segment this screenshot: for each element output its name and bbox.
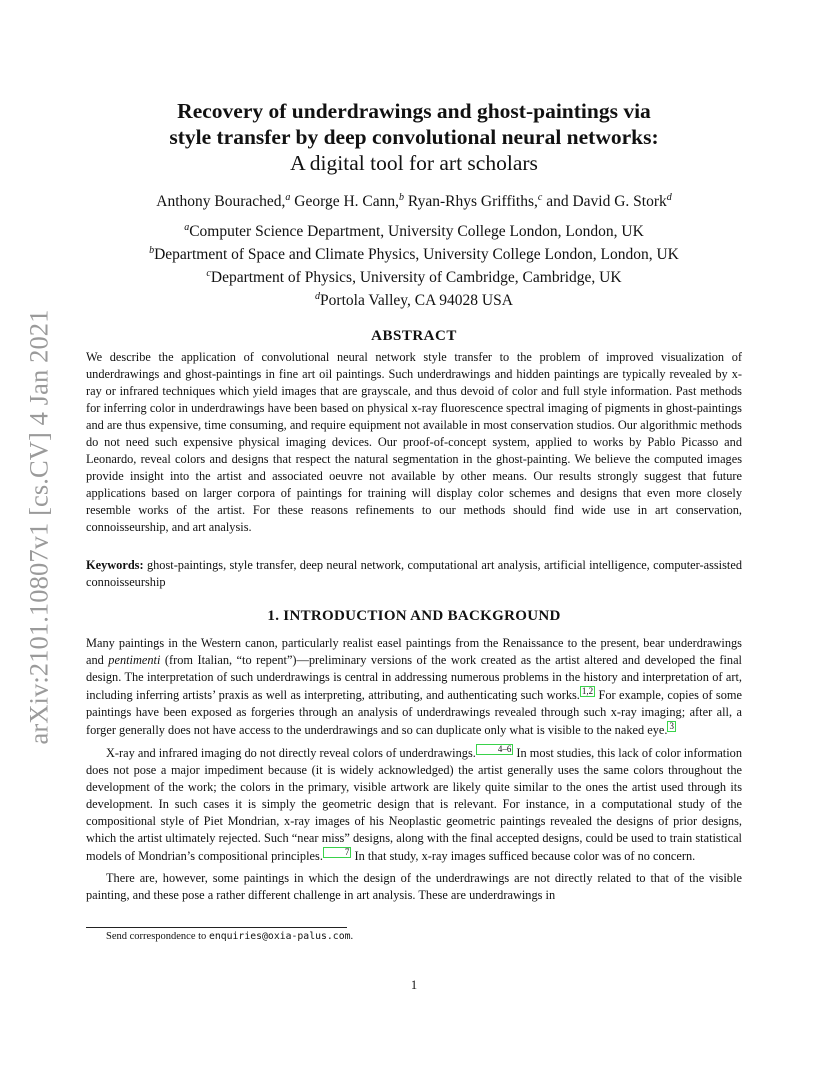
affiliation-text: Portola Valley, CA 94028 USA — [320, 292, 513, 309]
affiliation-mark: a — [184, 222, 190, 233]
emphasis: pentimenti — [108, 653, 161, 668]
section-heading: 1. INTRODUCTION AND BACKGROUND — [267, 608, 561, 624]
author-name: Ryan-Rhys Griffiths, — [404, 193, 538, 210]
affiliation-mark: c — [206, 268, 211, 279]
citation-link[interactable]: 4–6 — [476, 744, 514, 755]
affiliation-text: Computer Science Department, University College London, London, UK — [189, 223, 644, 240]
author-name: George H. Cann, — [290, 193, 400, 210]
text-run: (from Italian, “to repent”)—preliminary versions of the work created as the artist altered and developed the final design. The interpretation of such underdrawings is central in addressing numerous problems in the history and interpretation of art, including inferring artists’ praxis as well as interpreting, attributing, and authenticating such works. — [86, 653, 742, 703]
affiliation — [86, 289, 742, 312]
citation-link[interactable]: 3 — [669, 721, 674, 732]
affiliation-mark: d — [315, 291, 321, 302]
citation-link[interactable]: 1,2 — [581, 686, 594, 697]
arxiv-identifier: arXiv:2101.10807v1 [cs.CV] 4 Jan 2021 — [23, 309, 54, 745]
text-run: For example, copies of some paintings have been exposed as forgeries through an analysis of underdrawings revealed through such x-ray imaging; after all, a forger generally does not have access to the underdrawings and so can duplicate only what is visible to the naked eye. — [86, 688, 742, 738]
abstract-text: We describe the application of convolutional neural network style transfer to the problem of improved visualization of underdrawings and ghost-paintings in fine art oil paintings. Such underdrawings and hidden paintings are typically revealed by x-ray or infrared techniques which yield images that are grayscale, and thus devoid of color and full style information. Past methods for inferring color in underdrawings have been based on physical x-ray fluorescence spectral imaging of pigments in ghost-paintings and are thus expensive, time consuming, and require equipment not available in most conservation studios. Our algorithmic methods do not need such expensive physical imaging devices. Our proof-of-concept system, applied to works by Pablo Picasso and Leonardo, reveal colors and designs that respect the natural segmentation in the ghost-painting. We believe the computed images provide insight into the artist and associated oeuvre not available by other means. Our results strongly suggest that future applications based on larger corpora of paintings for training will display color schemes and designs that even more closely resemble works of the artist. For these reasons refinements to our methods should find wide use in art conservation, connoisseurship, and art analysis. — [86, 350, 742, 535]
abstract-heading: ABSTRACT — [371, 328, 457, 344]
author-list — [86, 193, 742, 211]
author-name: Anthony Bourached, — [156, 193, 286, 210]
footnote — [106, 931, 353, 942]
citation-link[interactable]: 7 — [323, 847, 352, 858]
title-line-1: Recovery of underdrawings and ghost-paintings via — [177, 99, 651, 123]
affiliations — [86, 220, 742, 312]
paragraph: There are, however, some paintings in which the design of the underdrawings are not directly related to that of the visible painting, and these pose a rather different challenge in art analysis. These are underdrawings in — [86, 870, 742, 902]
title-line-2: style transfer by deep convolutional neural networks: — [169, 125, 659, 149]
title-line-3: A digital tool for art scholars — [290, 151, 538, 175]
author-affil-mark: c — [537, 192, 543, 203]
footnote-text: . — [350, 931, 354, 942]
page-number: 1 — [410, 978, 418, 992]
author-affil-mark: b — [399, 192, 405, 203]
text-run: In most studies, this lack of color information does not pose a major impediment because (it is widely acknowledged) the artist generally uses the same colors throughout the development of the work; the colors in the primary, visible artwork are likely quite similar to the ones the artist used through its development. In such cases it is simply the geometric design that is relevant. For instance, in a computational study of the compositional style of Piet Mondrian, x-ray images of his Neoplastic geometric paintings revealed the designs of prior designs, which the artist ultimately rejected. Such “near miss” designs, along with the final accepted designs, could be used to train statistical models of Mondrian’s compositional principles. — [86, 745, 743, 864]
keywords-label: Keywords: — [86, 558, 144, 572]
text-run: X-ray and infrared imaging do not directly reveal colors of underdrawings. — [106, 745, 476, 760]
affiliation — [86, 243, 742, 266]
paragraph — [86, 744, 742, 865]
footnote-rule — [86, 927, 347, 928]
affiliation — [86, 220, 742, 243]
affiliation-text: Department of Physics, University of Cambridge, Cambridge, UK — [210, 269, 622, 286]
affiliation — [86, 266, 742, 289]
text-run: Many paintings in the Western canon, particularly realist easel paintings from the Renaissance to the present, bear underdrawings and — [86, 636, 742, 668]
author-name: and David G. Stork — [542, 193, 667, 210]
arxiv-identifier-sidebar — [22, 297, 56, 757]
introduction-body — [86, 635, 742, 904]
keywords — [86, 557, 742, 591]
author-affil-mark: a — [285, 192, 291, 203]
paper-title — [86, 98, 742, 176]
author-affil-mark: d — [666, 192, 672, 203]
paragraph — [86, 635, 742, 739]
correspondence-email[interactable]: enquiries@oxia-palus.com — [208, 931, 351, 942]
affiliation-mark: b — [149, 245, 155, 256]
text-run: In that study, x-ray images sufficed because color was of no concern. — [351, 849, 696, 864]
footnote-text: Send correspondence to — [106, 931, 209, 942]
keywords-text: ghost-paintings, style transfer, deep neural network, computational art analysis, artificial intelligence, computer-assisted connoisseurship — [86, 558, 742, 590]
affiliation-text: Department of Space and Climate Physics, University College London, London, UK — [154, 246, 679, 263]
